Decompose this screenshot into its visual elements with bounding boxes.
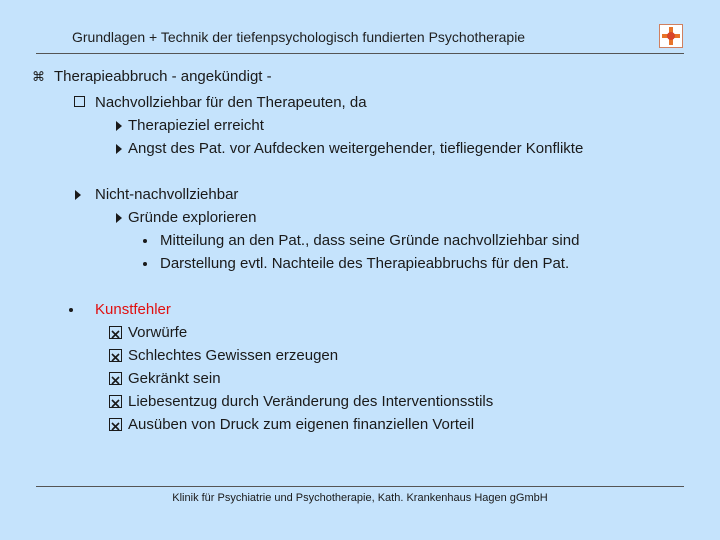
x-box-bullet-icon	[109, 418, 122, 431]
triangle-bullet-icon	[116, 121, 122, 131]
x-box-bullet-icon	[109, 395, 122, 408]
kunstfehler-item: Vorwürfe	[128, 324, 188, 341]
footer-text: Klinik für Psychiatrie und Psychotherapie, Kath. Krankenhaus Hagen gGmbH	[172, 492, 548, 504]
x-box-bullet-icon	[109, 372, 122, 385]
nachvollziehbar-item: Therapieziel erreicht	[128, 117, 264, 134]
footer-divider	[36, 486, 684, 487]
kunstfehler-label: Kunstfehler	[95, 301, 171, 318]
triangle-bullet-icon	[75, 190, 81, 200]
nicht-nachvollziehbar-sub: Gründe explorieren	[128, 209, 257, 226]
nicht-nachvollziehbar-label: Nicht-nachvollziehbar	[95, 186, 239, 203]
triangle-bullet-icon	[116, 213, 122, 223]
triangle-bullet-icon	[116, 144, 122, 154]
header-title: Grundlagen + Technik der tiefenpsychologisch fundierten Psychotherapie	[72, 29, 526, 45]
nicht-nachvollziehbar-item: Mitteilung an den Pat., dass seine Gründe nachvollziehbar sind	[160, 232, 580, 249]
nachvollziehbar-item: Angst des Pat. vor Aufdecken weitergehender, tiefliegender Konflikte	[128, 140, 584, 157]
check-box-bullet-icon	[74, 96, 85, 107]
kunstfehler-item: Schlechtes Gewissen erzeugen	[128, 347, 339, 364]
dot-bullet-icon	[69, 308, 73, 312]
command-bullet-icon: ⌘	[32, 69, 45, 84]
clinic-logo-icon	[660, 25, 682, 47]
dot-bullet-icon	[143, 262, 147, 266]
dot-bullet-icon	[143, 239, 147, 243]
nicht-nachvollziehbar-item: Darstellung evtl. Nachteile des Therapieabbruchs für den Pat.	[160, 255, 570, 272]
clinic-logo	[659, 24, 683, 48]
kunstfehler-item: Ausüben von Druck zum eigenen finanziellen Vorteil	[128, 416, 475, 433]
x-box-bullet-icon	[109, 326, 122, 339]
main-heading: Therapieabbruch - angekündigt -	[54, 68, 272, 85]
header-divider	[36, 53, 684, 54]
kunstfehler-item: Gekränkt sein	[128, 370, 221, 387]
nachvollziehbar-label: Nachvollziehbar für den Therapeuten, da	[95, 94, 367, 111]
x-box-bullet-icon	[109, 349, 122, 362]
kunstfehler-item: Liebesentzug durch Veränderung des Interventionsstils	[128, 393, 494, 410]
